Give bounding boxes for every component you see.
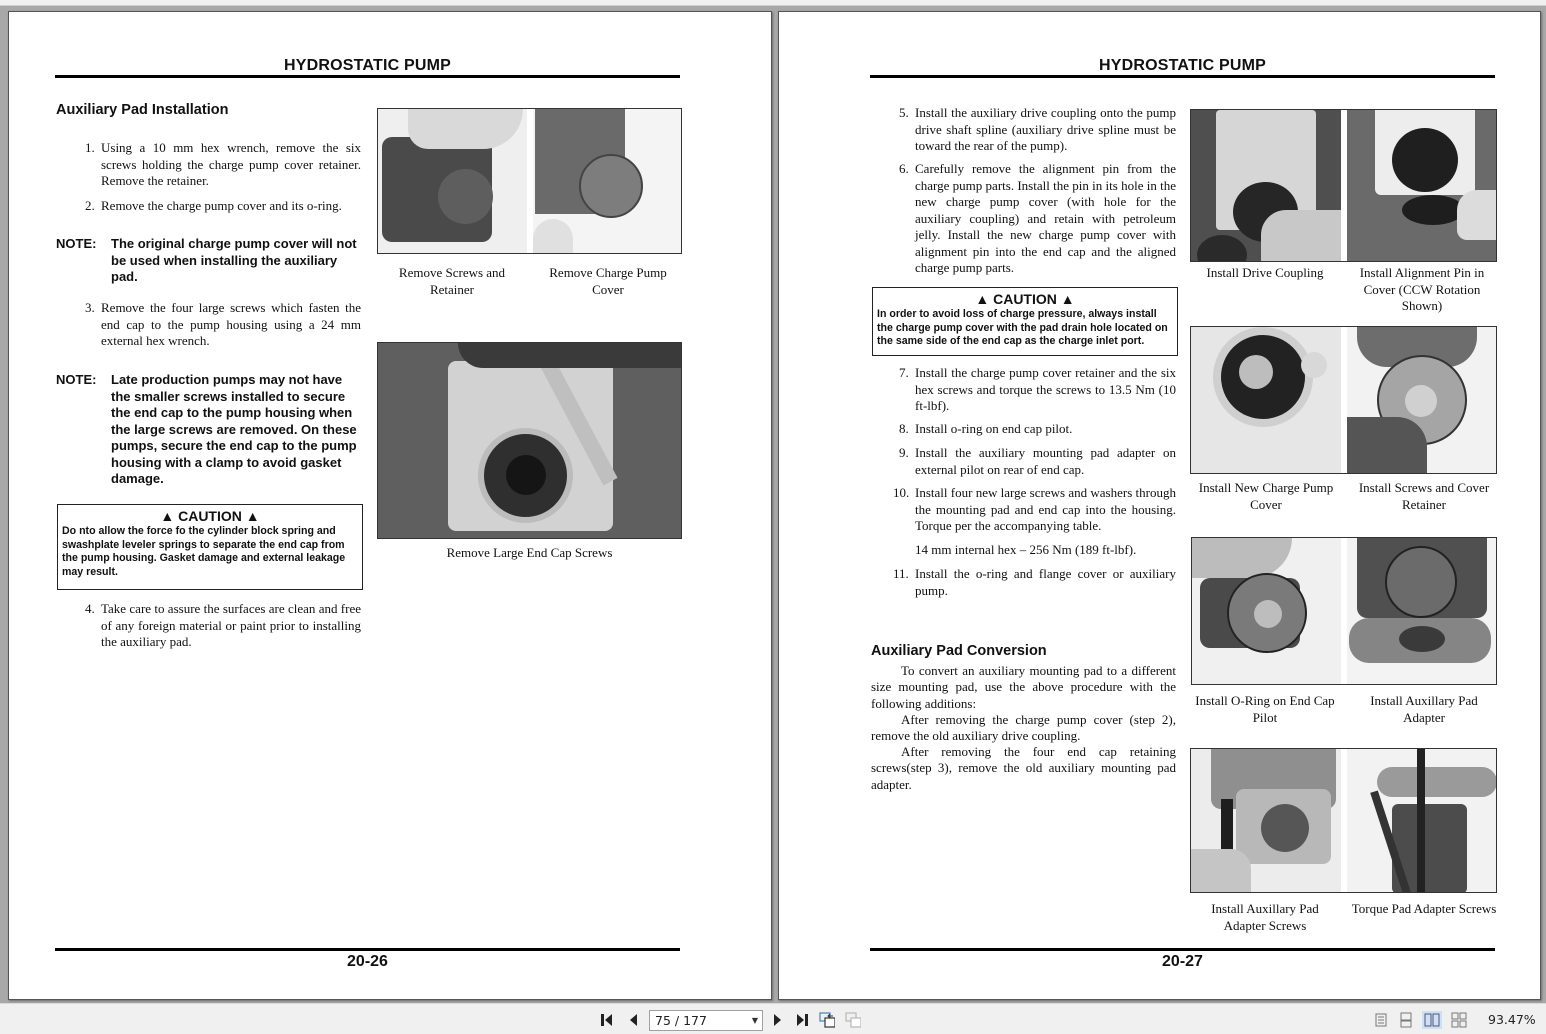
photo-install-new-charge-cover	[1191, 327, 1341, 473]
caution-box	[57, 504, 363, 590]
photo-install-screws-and-retainer	[1347, 327, 1497, 473]
caution-text: Do nto allow the force fo the cylinder block spring and swashplate leveler springs to separate the end cap from the pump housing. Gasket damage and external leakage may result.	[62, 525, 346, 578]
header-rule	[870, 75, 1495, 78]
photo-install-adapter-screws	[1191, 749, 1341, 892]
conversion-paragraph-1	[871, 663, 1176, 712]
figure-caption: Remove Screws and Retainer	[398, 265, 506, 297]
photo-install-pad-adapter	[1347, 538, 1496, 684]
continuous-page-icon	[1400, 1012, 1412, 1028]
page-dropdown-icon[interactable]: ▼	[751, 1016, 758, 1025]
section-title: Auxiliary Pad Conversion	[871, 643, 1047, 659]
previous-page-icon	[628, 1013, 640, 1027]
step-number: 10.	[893, 485, 910, 500]
previous-page-button[interactable]	[626, 1012, 642, 1028]
photo-oring-and-pad-adapter	[1191, 537, 1497, 685]
step-number: 3.	[85, 300, 95, 315]
step-3	[85, 300, 361, 350]
step-9	[899, 445, 1176, 478]
page-header: HYDROSTATIC PUMP	[283, 57, 452, 74]
photo-install-oring	[1192, 538, 1341, 684]
figure-caption: Install Screws and Cover Retainer	[1358, 480, 1490, 512]
figure-caption: Install Auxillary Pad Adapter	[1370, 693, 1478, 725]
two-page-view-button[interactable]	[1422, 1011, 1442, 1029]
step-number: 6.	[899, 161, 909, 176]
zoom-level[interactable]: 93.47%	[1488, 1012, 1536, 1027]
first-page-button[interactable]	[600, 1012, 616, 1028]
step-text: Install the o-ring and flange cover or auxiliary pump.	[915, 566, 1176, 598]
page-20-26	[8, 11, 772, 1000]
figure-caption: Torque Pad Adapter Screws	[1351, 901, 1497, 916]
photo-remove-large-end-cap-screws	[377, 342, 682, 539]
paragraph-text: After removing the four end cap retaining screws(step 3), remove the old auxiliary mounting pad adapter.	[871, 744, 1176, 792]
step-number: 7.	[899, 365, 909, 380]
step-number: 8.	[899, 421, 909, 436]
figure-caption: Install Drive Coupling	[1206, 265, 1324, 280]
footer-rule	[870, 948, 1495, 951]
figure-caption: Install Alignment Pin in Cover (CCW Rotation Shown)	[1359, 265, 1485, 313]
step-5	[899, 105, 1176, 155]
caution-title: ▲ CAUTION ▲	[160, 508, 260, 524]
footer-rule	[55, 948, 680, 951]
note-label: NOTE:	[56, 372, 97, 387]
step-text: Install the charge pump cover retainer and the six hex screws and torque the screws to 13.5 Nm (10 ft-lbf).	[915, 365, 1176, 413]
step-text: Take care to assure the surfaces are clean and free of any foreign material or paint prior to installing the auxiliary pad.	[101, 601, 361, 649]
step-text: Using a 10 mm hex wrench, remove the six screws holding the charge pump cover retainer. Remove the retainer.	[101, 140, 361, 188]
step-text: Install o-ring on end cap pilot.	[915, 421, 1073, 436]
photo-drive-coupling-and-alignment-pin	[1190, 109, 1497, 262]
note-label: NOTE:	[56, 236, 97, 251]
figure-caption: Install New Charge Pump Cover	[1198, 480, 1334, 512]
step-number: 2.	[85, 198, 95, 213]
page-indicator: 75 / 177	[655, 1013, 707, 1028]
torque-spec	[915, 542, 1176, 559]
go-back-view-icon	[819, 1012, 835, 1028]
step-11	[893, 566, 1176, 599]
two-page-continuous-view-button[interactable]	[1449, 1011, 1469, 1029]
photo-remove-screws-and-cover	[377, 108, 682, 254]
caution-box	[872, 287, 1178, 356]
step-text: Remove the charge pump cover and its o-ring.	[101, 198, 342, 213]
note-2	[56, 372, 362, 488]
step-4	[85, 601, 361, 651]
photo-adapter-screws	[1190, 748, 1497, 893]
step-number: 5.	[899, 105, 909, 120]
step-2	[85, 198, 361, 215]
caution-title: ▲ CAUTION ▲	[975, 291, 1075, 307]
note-text: The original charge pump cover will not be used when installing the auxiliary pad.	[111, 236, 357, 284]
single-page-icon	[1375, 1013, 1387, 1027]
go-forward-view-icon	[845, 1012, 861, 1028]
page-20-27	[778, 11, 1541, 1000]
step-number: 9.	[899, 445, 909, 460]
figure-caption: Install O-Ring on End Cap Pilot	[1195, 693, 1335, 725]
document-viewport[interactable]	[0, 6, 1546, 1003]
step-text: Remove the four large screws which fasten the end cap to the pump housing using a 24 mm external hex wrench.	[101, 300, 361, 348]
next-page-icon	[771, 1013, 783, 1027]
step-10	[893, 485, 1176, 535]
figure-caption: Install Auxillary Pad Adapter Screws	[1211, 901, 1319, 933]
torque-spec-text: 14 mm internal hex – 256 Nm (189 ft-lbf).	[915, 542, 1137, 557]
page-number: 20-27	[1162, 953, 1203, 970]
step-number: 1.	[85, 140, 95, 155]
photo-install-alignment-pin	[1347, 110, 1497, 261]
viewer-toolbar	[0, 1003, 1546, 1034]
step-text: Install the auxiliary mounting pad adapter on external pilot on rear of end cap.	[915, 445, 1176, 477]
last-page-button[interactable]	[793, 1012, 809, 1028]
page-number-input[interactable]	[649, 1010, 763, 1031]
photo-remove-screws	[378, 109, 527, 253]
step-7	[899, 365, 1176, 415]
conversion-paragraph-3	[871, 744, 1176, 793]
header-rule	[55, 75, 680, 78]
two-page-icon	[1424, 1013, 1440, 1027]
photo-new-cover-and-retainer	[1190, 326, 1497, 474]
step-text: Install four new large screws and washers through the mounting pad and end cap into the housing. Torque per the accompanying table.	[915, 485, 1176, 533]
step-number: 4.	[85, 601, 95, 616]
go-forward-view-button[interactable]	[845, 1012, 861, 1028]
step-text: Install the auxiliary drive coupling onto the pump drive shaft spline (auxiliary drive spline must be toward the rear of the pump).	[915, 105, 1176, 153]
note-1	[56, 236, 362, 286]
step-text: Carefully remove the alignment pin from the charge pump parts. Install the pin in its hole in the new charge pump cover (with hole for the auxiliary coupling) and retain with petroleum jelly. Install the new charge pump cover with alignment pin into the end cap and the aligned charge pump parts.	[915, 161, 1176, 275]
page-number: 20-26	[347, 953, 388, 970]
step-8	[899, 421, 1176, 438]
step-number: 11.	[893, 566, 909, 581]
photo-remove-charge-cover	[533, 109, 682, 253]
last-page-icon	[793, 1013, 809, 1027]
continuous-page-view-button[interactable]	[1396, 1011, 1416, 1029]
paragraph-text: To convert an auxiliary mounting pad to a different size mounting pad, use the above procedure with the following additions:	[871, 663, 1176, 711]
figure-caption: Remove Large End Cap Screws	[446, 545, 613, 560]
caution-text: In order to avoid loss of charge pressure, always install the charge pump cover with the pad drain hole located on the same side of the end cap as the charge inlet port.	[877, 308, 1168, 347]
conversion-paragraph-2	[871, 712, 1176, 745]
first-page-icon	[600, 1013, 616, 1027]
paragraph-text: After removing the charge pump cover (step 2), remove the old auxiliary drive coupling.	[871, 712, 1176, 744]
next-page-button[interactable]	[769, 1012, 785, 1028]
two-page-continuous-icon	[1451, 1012, 1467, 1028]
go-back-view-button[interactable]	[819, 1012, 835, 1028]
step-6	[899, 161, 1176, 277]
page-header: HYDROSTATIC PUMP	[1098, 57, 1267, 74]
single-page-view-button[interactable]	[1371, 1011, 1391, 1029]
step-1	[85, 140, 361, 190]
photo-torque-adapter-screws	[1347, 749, 1497, 892]
photo-install-drive-coupling	[1191, 110, 1341, 261]
figure-caption: Remove Charge Pump Cover	[549, 265, 667, 297]
section-title: Auxiliary Pad Installation	[56, 102, 229, 118]
note-text: Late production pumps may not have the smaller screws installed to secure the end cap to the pump housing when the large screws are removed. On these pumps, secure the end cap to the pump housing with a clamp to avoid gasket damage.	[111, 372, 357, 486]
